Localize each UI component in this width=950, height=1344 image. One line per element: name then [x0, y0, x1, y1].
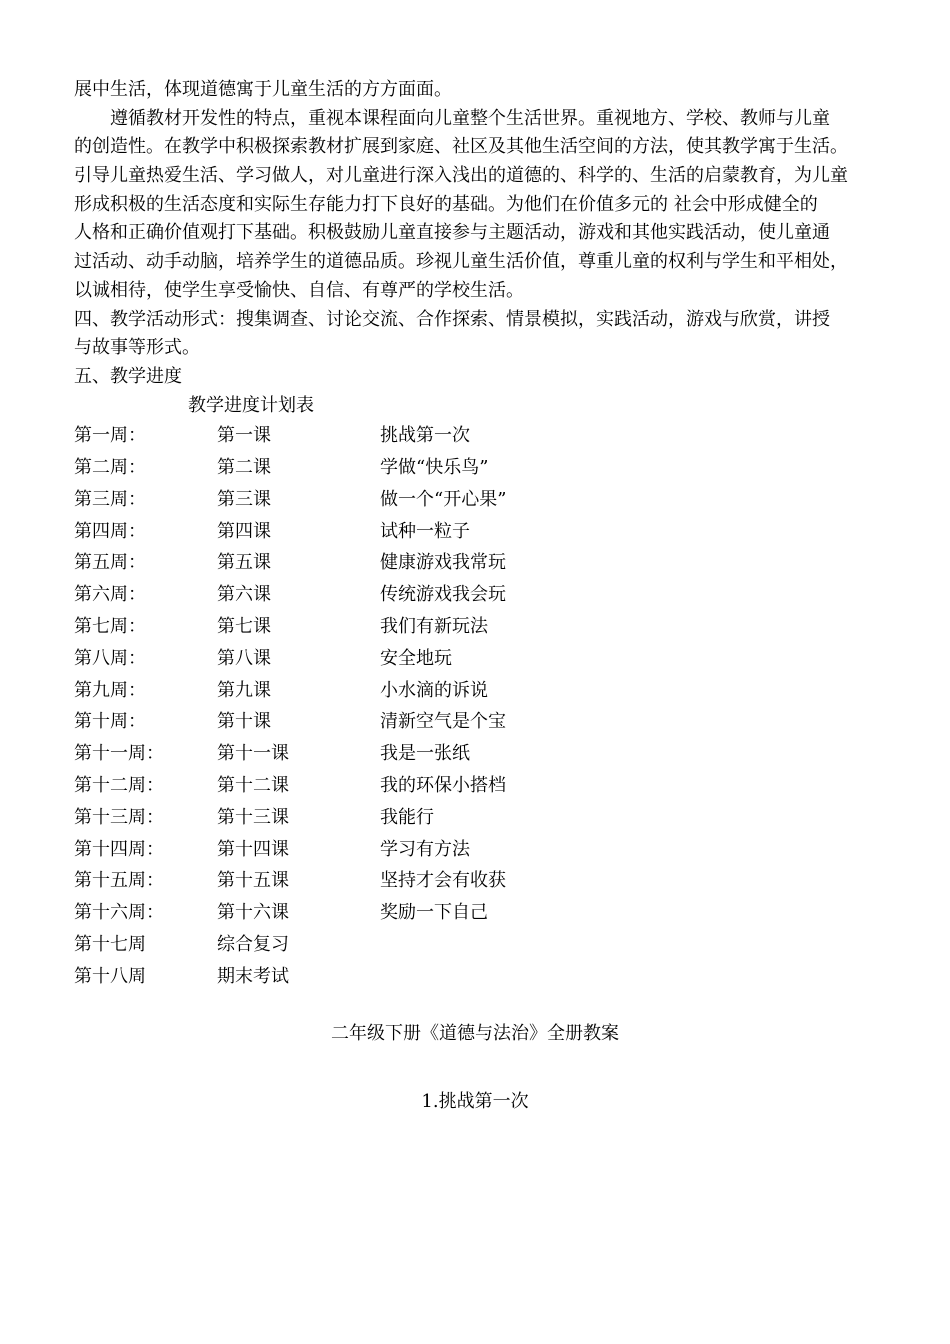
lesson-cell: 第十三课 — [217, 806, 289, 828]
topic-cell: 清新空气是个宝 — [380, 711, 506, 733]
topic-cell: 安全地玩 — [380, 647, 452, 669]
week-cell: 第九周： — [74, 679, 146, 701]
lesson-cell: 第十五课 — [217, 870, 289, 892]
text-line: 引导儿童热爱生活、学习做人，对儿童进行深入浅出的道德的、科学的、生活的启蒙教育，为儿童 — [74, 165, 848, 187]
week-cell: 第十周： — [74, 711, 146, 733]
schedule-table — [74, 420, 884, 992]
topic-cell: 健康游戏我常玩 — [380, 552, 506, 574]
table-row — [74, 452, 884, 484]
lesson-cell: 第一课 — [217, 425, 271, 447]
table-row — [74, 802, 884, 834]
week-cell: 第十四周： — [74, 838, 164, 860]
text-line: 形成积极的生活态度和实际生存能力打下良好的基础。为他们在价值多元的 社会中形成健全的 — [74, 193, 818, 215]
table-row — [74, 547, 884, 579]
lesson-cell: 第六课 — [217, 584, 271, 606]
table-row — [74, 865, 884, 897]
text-line: 四、教学活动形式：搜集调查、讨论交流、合作探索、情景模拟，实践活动，游戏与欣赏，讲授 — [74, 308, 830, 330]
week-cell: 第十八周 — [74, 965, 146, 987]
week-cell: 第三周： — [74, 488, 146, 510]
week-cell: 第六周： — [74, 584, 146, 606]
week-cell: 第十六周： — [74, 902, 164, 924]
week-cell: 第十一周： — [74, 743, 164, 765]
week-cell: 第五周： — [74, 552, 146, 574]
paragraph — [74, 76, 884, 392]
week-cell: 第八周： — [74, 647, 146, 669]
text-line: 的创造性。在教学中积极探索教材扩展到家庭、社区及其他生活空间的方法，使其教学寓于生活。 — [74, 136, 848, 158]
lesson-cell: 第十四课 — [217, 838, 289, 860]
table-row — [74, 834, 884, 866]
table-row — [74, 706, 884, 738]
table-row — [74, 770, 884, 802]
table-row — [74, 516, 884, 548]
text-line: 遵循教材开发性的特点，重视本课程面向儿童整个生活世界。重视地方、学校、教师与儿童 — [110, 107, 830, 129]
table-row — [74, 897, 884, 929]
week-cell: 第四周： — [74, 520, 146, 542]
document-body — [74, 76, 884, 993]
week-cell: 第十三周： — [74, 806, 164, 828]
lesson-cell: 期末考试 — [217, 965, 289, 987]
table-row — [74, 643, 884, 675]
lesson-cell: 第三课 — [217, 488, 271, 510]
topic-cell: 奖励一下自己 — [380, 902, 488, 924]
topic-cell: 小水滴的诉说 — [380, 679, 488, 701]
week-cell: 第十二周： — [74, 775, 164, 797]
lesson-cell: 综合复习 — [217, 934, 289, 955]
table-row — [74, 929, 884, 961]
table-row — [74, 611, 884, 643]
lesson-cell: 第十二课 — [217, 775, 289, 797]
table-row — [74, 420, 884, 452]
topic-cell: 学做“快乐鸟” — [380, 457, 489, 479]
topic-cell: 我是一张纸 — [380, 743, 470, 765]
topic-cell: 挑战第一次 — [380, 425, 470, 447]
table-row — [74, 579, 884, 611]
lesson-cell: 第十课 — [217, 711, 271, 733]
week-cell: 第一周： — [74, 425, 146, 447]
week-cell: 第七周： — [74, 616, 146, 638]
topic-cell: 我们有新玩法 — [380, 616, 488, 638]
lesson-cell: 第二课 — [217, 457, 271, 479]
week-cell: 第十五周： — [74, 870, 164, 892]
topic-cell: 我能行 — [380, 806, 434, 828]
lesson-cell: 第五课 — [217, 552, 271, 574]
table-row — [74, 738, 884, 770]
schedule-title: 教学进度计划表 — [188, 394, 314, 416]
topic-cell: 试种一粒子 — [380, 520, 470, 542]
table-row — [74, 675, 884, 707]
text-line: 展中生活，体现道德寓于儿童生活的方方面面。 — [74, 79, 452, 100]
table-row — [74, 484, 884, 516]
document-title: 二年级下册《道德与法治》全册教案 — [331, 1023, 619, 1044]
text-line: 过活动、动手动脑，培养学生的道德品质。珍视儿童生活价值，尊重儿童的权利与学生和平相处， — [74, 251, 848, 273]
topic-cell: 我的环保小搭档 — [380, 775, 506, 797]
table-row — [74, 961, 884, 993]
text-line: 以诚相待，使学生享受愉快、自信、有尊严的学校生活。 — [74, 279, 524, 301]
lesson-cell: 第八课 — [217, 647, 271, 669]
lesson-cell: 第九课 — [217, 679, 271, 701]
lesson-cell: 第七课 — [217, 616, 271, 638]
text-line: 人格和正确价值观打下基础。积极鼓励儿童直接参与主题活动，游戏和其他实践活动，使儿童通 — [74, 222, 830, 244]
week-cell: 第二周： — [74, 457, 146, 479]
lesson-cell: 第十六课 — [217, 902, 289, 924]
topic-cell: 做一个“开心果” — [380, 488, 507, 510]
topic-cell: 坚持才会有收获 — [380, 870, 506, 892]
topic-cell: 学习有方法 — [380, 838, 470, 860]
text-line: 与故事等形式。 — [74, 337, 200, 359]
lesson-cell: 第十一课 — [217, 743, 289, 765]
topic-cell: 传统游戏我会玩 — [380, 584, 506, 606]
week-cell: 第十七周 — [74, 934, 146, 955]
lesson-title: 1.挑战第一次 — [421, 1091, 529, 1112]
text-line: 五、教学进度 — [74, 365, 182, 387]
lesson-cell: 第四课 — [217, 520, 271, 542]
